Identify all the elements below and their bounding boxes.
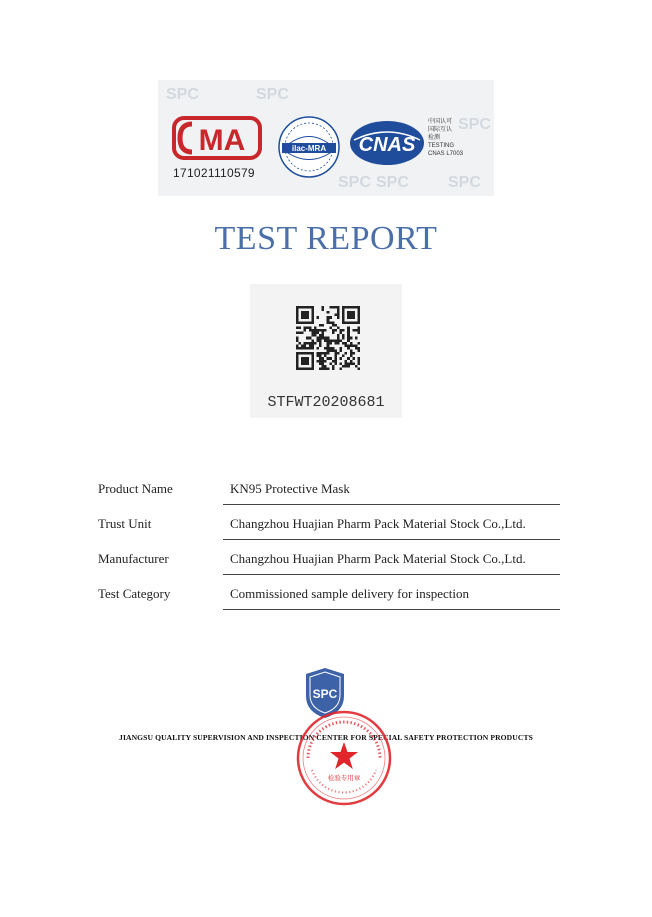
info-label: Product Name [98, 481, 173, 496]
cma-certificate-number: 171021110579 [173, 166, 255, 180]
info-value: Changzhou Huajian Pharm Pack Material Stock Co.,Ltd. [230, 516, 526, 531]
info-label: Trust Unit [98, 516, 152, 531]
cnas-logo [348, 118, 426, 168]
cnas-side-line: TESTING [428, 143, 455, 149]
info-row [98, 540, 560, 575]
info-row [98, 470, 560, 505]
info-label: Test Category [98, 586, 171, 601]
issuing-organization: JIANGSU QUALITY SUPERVISION AND INSPECTION CENTER FOR SPECIAL SAFETY PROTECTION PRODUCTS [119, 733, 533, 742]
report-number: STFWT20208681 [267, 394, 385, 411]
cnas-logo-text: CNAS [358, 134, 416, 156]
cnas-side-line: CNAS L7003 [428, 151, 464, 157]
info-value: Changzhou Huajian Pharm Pack Material Stock Co.,Ltd. [230, 551, 526, 566]
info-value: Commissioned sample delivery for inspection [230, 586, 470, 601]
qr-block [250, 284, 402, 418]
ilac-logo-text: ilac-MRA [291, 144, 327, 153]
seal-star-icon [330, 742, 358, 769]
watermark-text: SPC [256, 86, 289, 103]
report-title: TEST REPORT [214, 220, 438, 257]
info-row [98, 575, 560, 610]
info-value: KN95 Protective Mask [230, 481, 350, 496]
cma-logo [172, 116, 262, 160]
accreditation-logo-strip [158, 80, 494, 196]
watermark-text: SPC [458, 116, 491, 133]
watermark-text: SPC [448, 174, 481, 191]
watermark-text: SPC [376, 174, 409, 191]
info-label: Manufacturer [98, 551, 169, 566]
ilac-mra-logo [276, 114, 342, 180]
cnas-side-line: 检测 [428, 135, 441, 141]
info-row [98, 505, 560, 540]
cma-logo-text: MA [198, 124, 246, 157]
info-underline [223, 609, 560, 610]
cnas-side-line: 中国认可 [428, 119, 453, 125]
qr-code [296, 306, 360, 370]
cnas-accreditation-text [428, 118, 463, 158]
official-seal [294, 708, 394, 808]
watermark-text: SPC [338, 174, 371, 191]
seal-center-text: 检验专用章 [327, 774, 361, 782]
cnas-side-line: 国际互认 [428, 127, 453, 133]
spc-logo-text: SPC [312, 687, 338, 701]
report-info-table [98, 470, 560, 610]
watermark-text: SPC [166, 86, 199, 103]
